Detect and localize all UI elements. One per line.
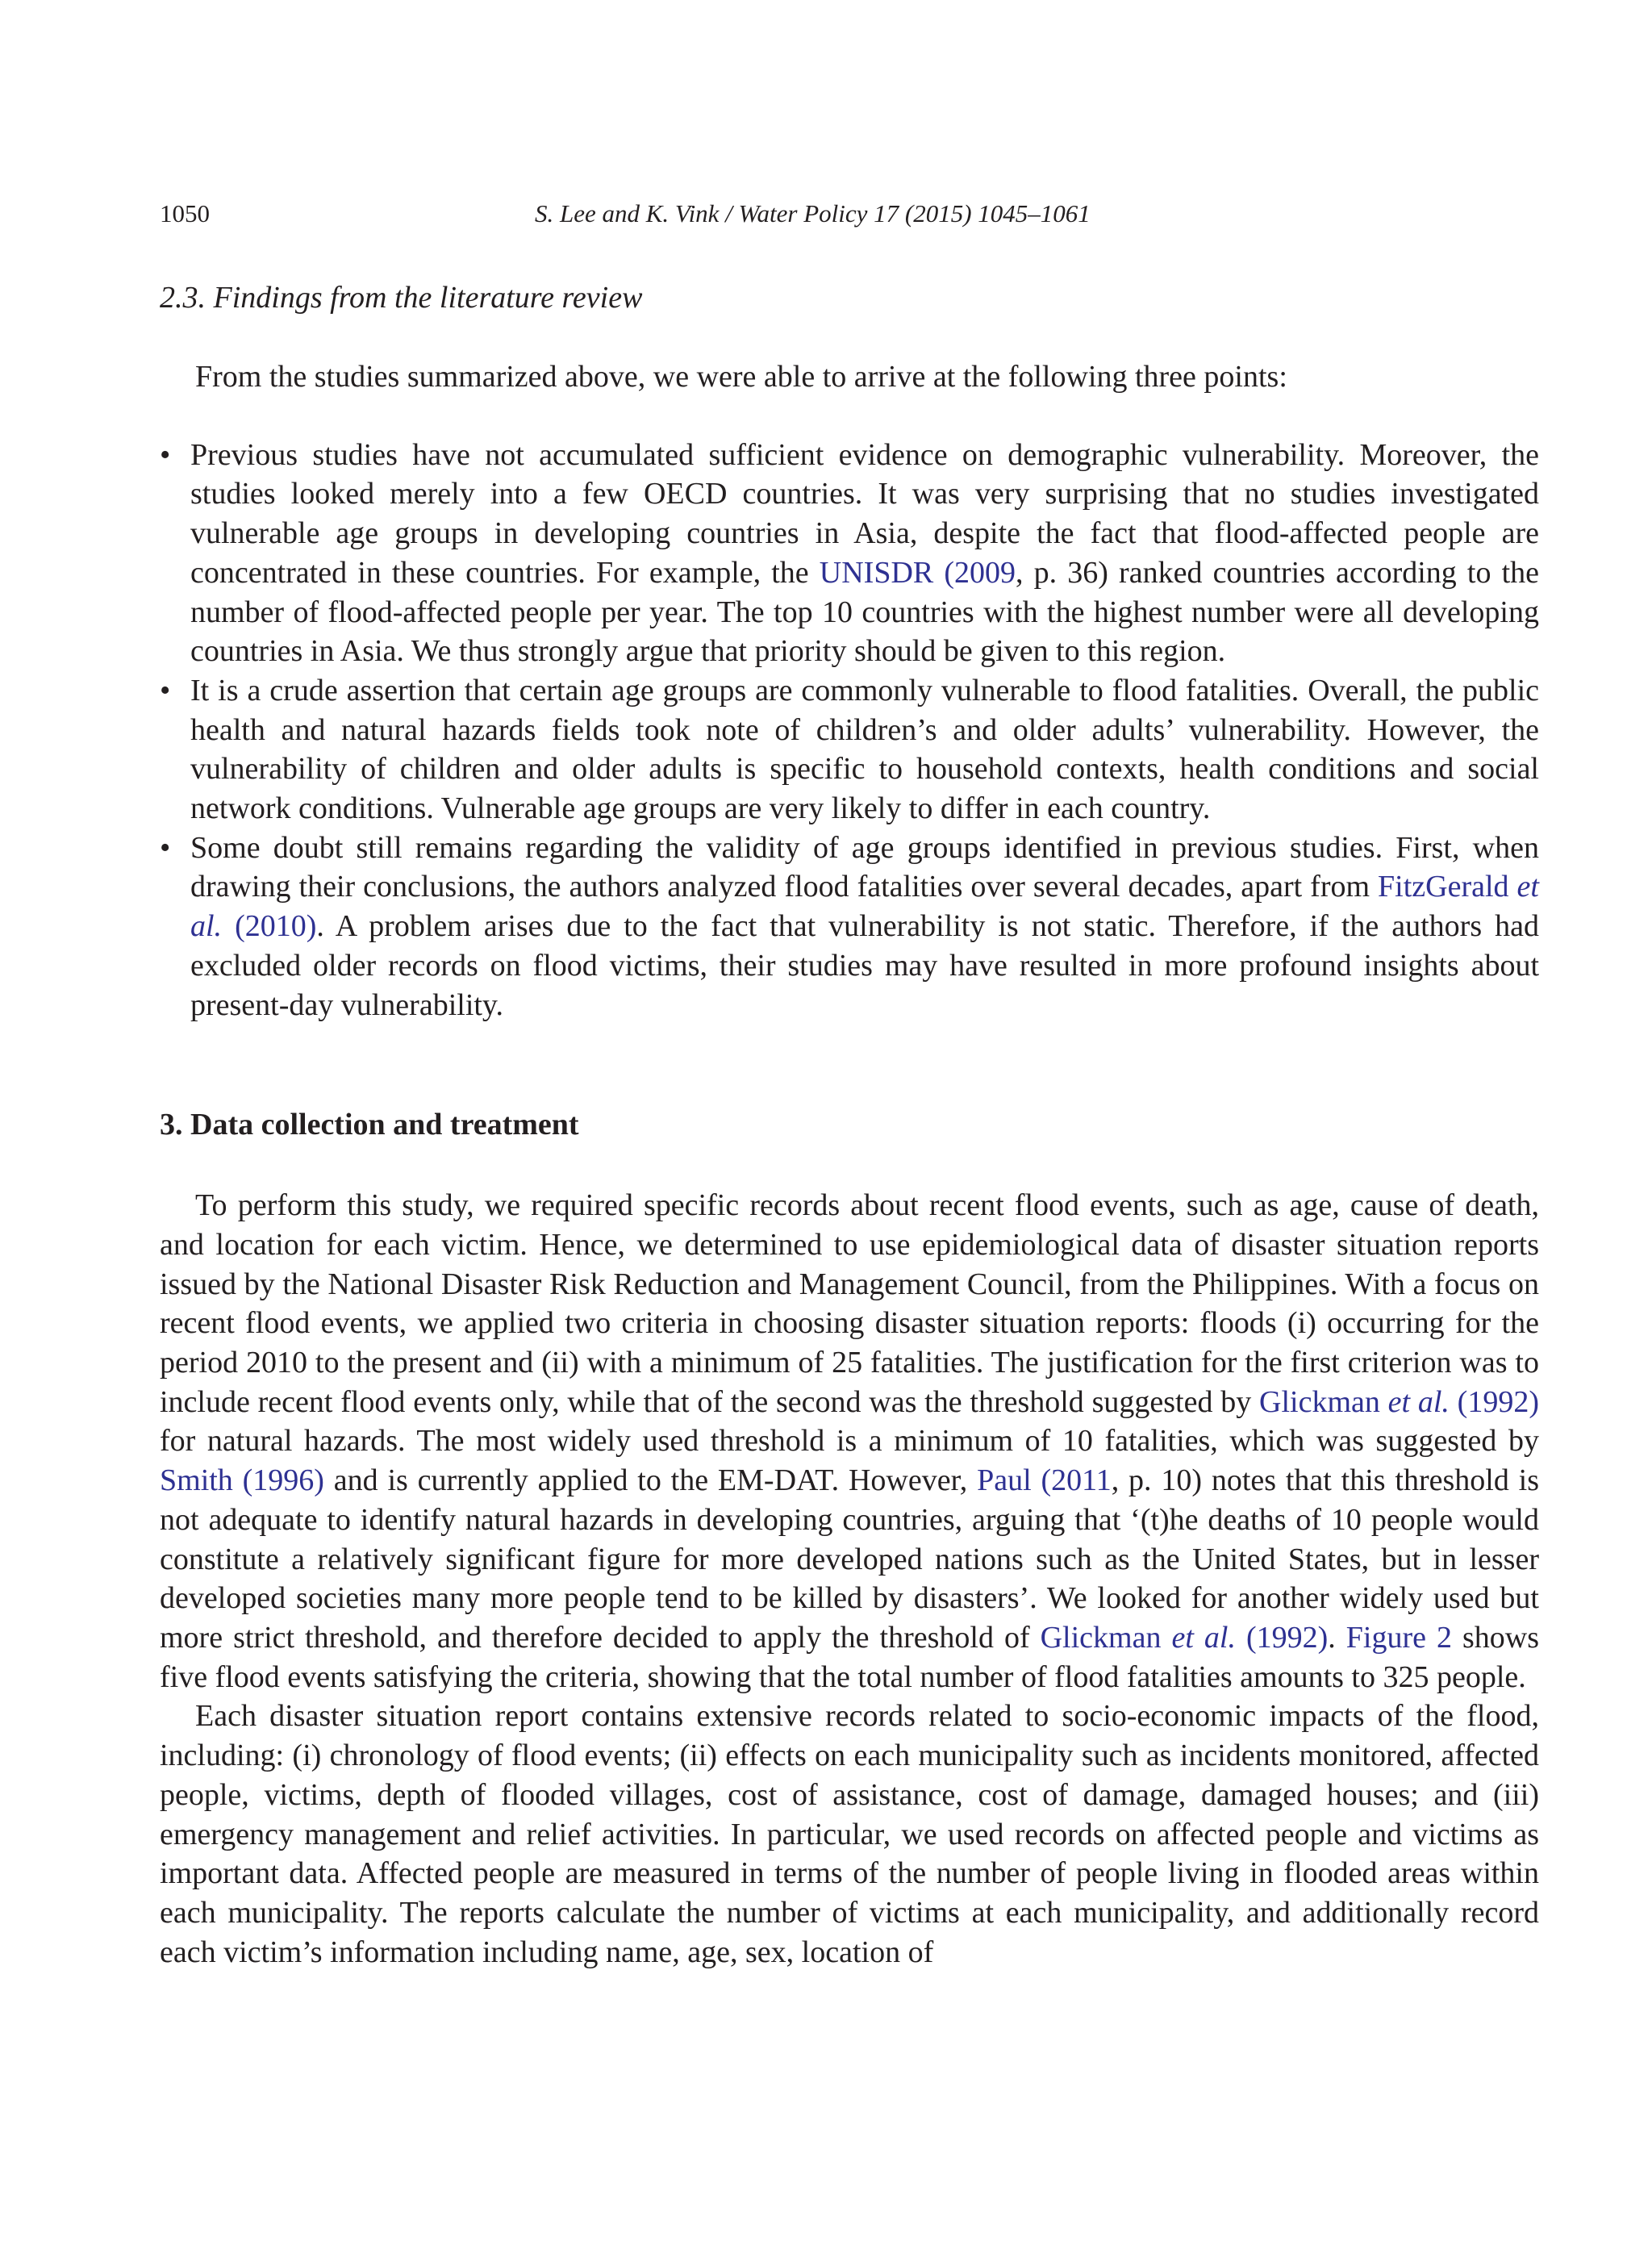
citation-link-paul[interactable]: Paul (2011 [977,1463,1112,1498]
citation-year: (1992) [1235,1620,1329,1655]
citation-link-glickman[interactable] [1041,1621,1329,1655]
citation-etal: et al. [1387,1384,1450,1419]
citation-etal: et al. [1171,1620,1236,1655]
citation-author: Glickman [1040,1620,1172,1655]
bullet-text: It is a crude assertion that certain age groups are commonly vulnerable to flood fatalities. Overall, the public health and natural hazards fields took note of children’s and older adults’ vulnerability. However, the vulnerability of children and older adults is specific to household contexts, health conditions and social network conditions. Vulnerable age groups are very likely to differ in each country. [190,673,1539,826]
citation-etal: et al. [190,870,1539,944]
bullet-text: , p. 36) ranked countries according to the number of flood-affected people per year. The top 10 countries with the highest number were all developing countries in Asia. We thus strongly argue that priority should be given to this region. [190,555,1540,669]
bullet-icon: • [160,673,171,708]
citation-year: (1992) [1449,1384,1539,1419]
subsection-heading: 2.3. Findings from the literature review [160,281,643,315]
citation-link-glickman[interactable] [1259,1385,1539,1419]
figure-link[interactable]: Figure 2 [1345,1620,1452,1655]
citation-year: (2010) [222,909,317,944]
page-number: 1050 [160,199,210,227]
body-paragraph: Each disaster situation report contains extensive records related to socio-economic impacts of the flood, including: (i) chronology of flood events; (ii) effects on each municipality such as incidents monitored, affected people, victims, depth of flooded villages, cost of assistance, cost of damage, damaged houses; and (iii) emergency management and relief activities. In particular, we used records on affected people and victims as important data. Affected people are measured in terms of the number of people living in flooded areas within each municipality. The reports calculate the number of victims at each municipality, and additionally record each victim’s information including name, age, sex, location of [160,1699,1539,1969]
list-item [160,436,1539,671]
bullet-text: Some doubt still remains regarding the validity of age groups identified in previous studies. First, when drawing their conclusions, the authors analyzed flood fatalities over several decades, apart from [190,830,1539,904]
citation-link-smith[interactable]: Smith (1996) [160,1463,324,1498]
bullet-icon: • [160,830,171,865]
body-paragraph [160,1186,1539,1697]
journal-citation: S. Lee and K. Vink / Water Policy 17 (2015) 1045–1061 [535,199,1091,227]
paragraph-text: , p. 10) notes that this threshold is not adequate to identify natural hazards in developing countries, arguing that ‘(t)he deaths of 10 people would constitute a relatively significant figure for more developed nations such as the United States, but in lesser developed societies many more people tend to be killed by disasters’. We looked for another widely used but more strict threshold, and therefore decided to apply the threshold of [160,1463,1540,1655]
section-heading: 3. Data collection and treatment [160,1108,579,1142]
paragraph-text: shows five flood events satisfying the criteria, showing that the total number of flood fatalities amounts to 325 people. [160,1620,1540,1694]
citation-author: FitzGerald [1378,870,1517,904]
paragraph-text: To perform this study, we required specific records about recent flood events, such as age, cause of death, and location for each victim. Hence, we determined to use epidemiological data of disaster situation reports issued by the National Disaster Risk Reduction and Management Council, from the Philippines. With a focus on recent flood events, we applied two criteria in choosing disaster situation reports: floods (i) occurring for the period 2010 to the present and (ii) with a minimum of 25 fatalities. The justification for the first criterion was to include recent flood events only, while that of the second was the threshold suggested by [160,1188,1539,1419]
article-body [160,278,1539,1972]
bullet-text: Previous studies have not accumulated sufficient evidence on demographic vulnerability. Moreover, the studies looked merely into a few OECD countries. It was very surprising that no studies investigated vulnerable age groups in developing countries in Asia, despite the fact that flood-affected people are concentrated in these countries. For example, the [190,437,1539,590]
list-item [160,671,1539,829]
citation-author: Glickman [1259,1384,1388,1419]
paragraph-text: for natural hazards. The most widely used threshold is a minimum of 10 fatalities, which was suggested by [160,1424,1539,1459]
citation-link-unisdr[interactable]: UNISDR (2009 [819,555,1016,590]
findings-list [160,436,1539,1025]
intro-paragraph: From the studies summarized above, we were able to arrive at the following three points: [195,360,1287,394]
running-header [160,198,1539,230]
bullet-text: . A problem arises due to the fact that vulnerability is not static. Therefore, if the authors had excluded older records on flood victims, their studies may have resulted in more profound insights about present-day vulnerability. [190,909,1540,1022]
paragraph-text: and is currently applied to the EM-DAT. However, [323,1463,978,1498]
list-item [160,829,1539,1025]
paragraph-text: . [1328,1620,1346,1655]
bullet-icon: • [160,437,171,472]
